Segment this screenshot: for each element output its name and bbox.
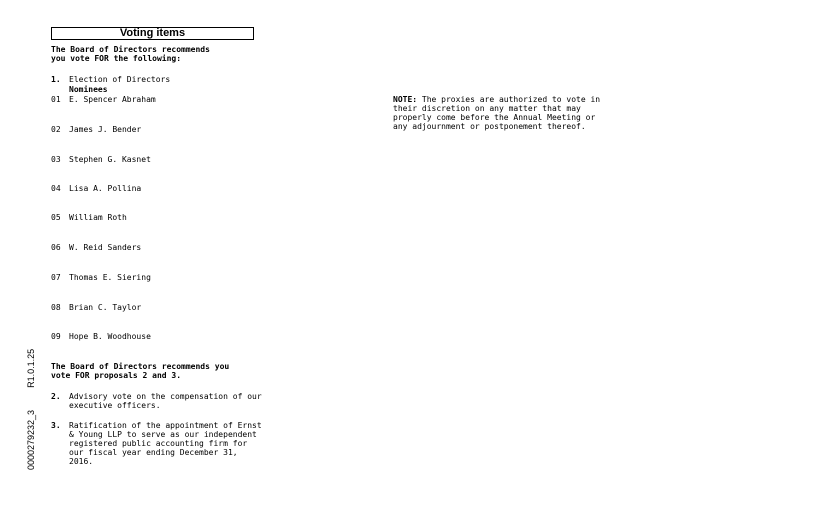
board-recommendation-2 bbox=[51, 362, 229, 380]
board-recommendation-1-line: you vote FOR the following: bbox=[51, 54, 182, 63]
board-recommendation-2-line: vote FOR proposals 2 and 3. bbox=[51, 371, 182, 380]
board-recommendation-1-line: The Board of Directors recommends bbox=[51, 45, 210, 54]
proposal-3-number: 3. bbox=[51, 421, 61, 430]
nominee-name: James J. Bender bbox=[69, 125, 142, 134]
proposal-3-line: 2016. bbox=[69, 457, 94, 466]
board-recommendation-1 bbox=[51, 45, 210, 63]
nominee-number: 06 bbox=[51, 243, 61, 252]
proposal-3-line: Ratification of the appointment of Ernst bbox=[69, 421, 262, 430]
nominee-number: 05 bbox=[51, 213, 61, 222]
revision-code: R1.0.1.25 bbox=[26, 348, 36, 388]
proposal-1-number: 1. bbox=[51, 75, 61, 84]
nominee-number: 08 bbox=[51, 303, 61, 312]
nominee-name: W. Reid Sanders bbox=[69, 243, 142, 252]
nominee-number: 02 bbox=[51, 125, 61, 134]
nominee-name: Thomas E. Siering bbox=[69, 273, 151, 282]
proposal-2-text bbox=[69, 392, 262, 410]
nominee-number: 03 bbox=[51, 155, 61, 164]
proposal-3-text bbox=[69, 421, 262, 466]
proposal-2-number: 2. bbox=[51, 392, 61, 401]
proposal-3-line: registered public accounting firm for bbox=[69, 439, 248, 448]
proxy-note-line: any adjournment or postponement thereof. bbox=[393, 122, 586, 131]
document-id: 0000279232_3 bbox=[26, 409, 36, 470]
proposal-2-line: Advisory vote on the compensation of our bbox=[69, 392, 262, 401]
proxy-note bbox=[393, 95, 600, 131]
side-document-code bbox=[26, 349, 36, 470]
proxy-note-line: properly come before the Annual Meeting or bbox=[393, 113, 596, 122]
nominee-name: E. Spencer Abraham bbox=[69, 95, 156, 104]
proposal-3-line: & Young LLP to serve as our independent bbox=[69, 430, 257, 439]
proxy-note-first-line bbox=[393, 95, 600, 104]
nominee-name: Brian C. Taylor bbox=[69, 303, 142, 312]
nominee-name: Stephen G. Kasnet bbox=[69, 155, 151, 164]
note-text: The proxies are authorized to vote in bbox=[417, 95, 601, 104]
proposal-2-line: executive officers. bbox=[69, 401, 161, 410]
voting-items-title: Voting items bbox=[51, 27, 254, 40]
note-label: NOTE: bbox=[393, 95, 418, 104]
nominee-name: Lisa A. Pollina bbox=[69, 184, 142, 193]
board-recommendation-2-line: The Board of Directors recommends you bbox=[51, 362, 230, 371]
nominee-number: 09 bbox=[51, 332, 61, 341]
nominee-number: 01 bbox=[51, 95, 61, 104]
proposal-1-text: Election of Directors bbox=[69, 75, 171, 84]
proxy-note-line: their discretion on any matter that may bbox=[393, 104, 581, 113]
nominees-label: Nominees bbox=[69, 85, 108, 94]
nominee-number: 04 bbox=[51, 184, 61, 193]
proposal-3-line: our fiscal year ending December 31, bbox=[69, 448, 238, 457]
nominee-name: Hope B. Woodhouse bbox=[69, 332, 151, 341]
nominee-number: 07 bbox=[51, 273, 61, 282]
nominee-name: William Roth bbox=[69, 213, 127, 222]
